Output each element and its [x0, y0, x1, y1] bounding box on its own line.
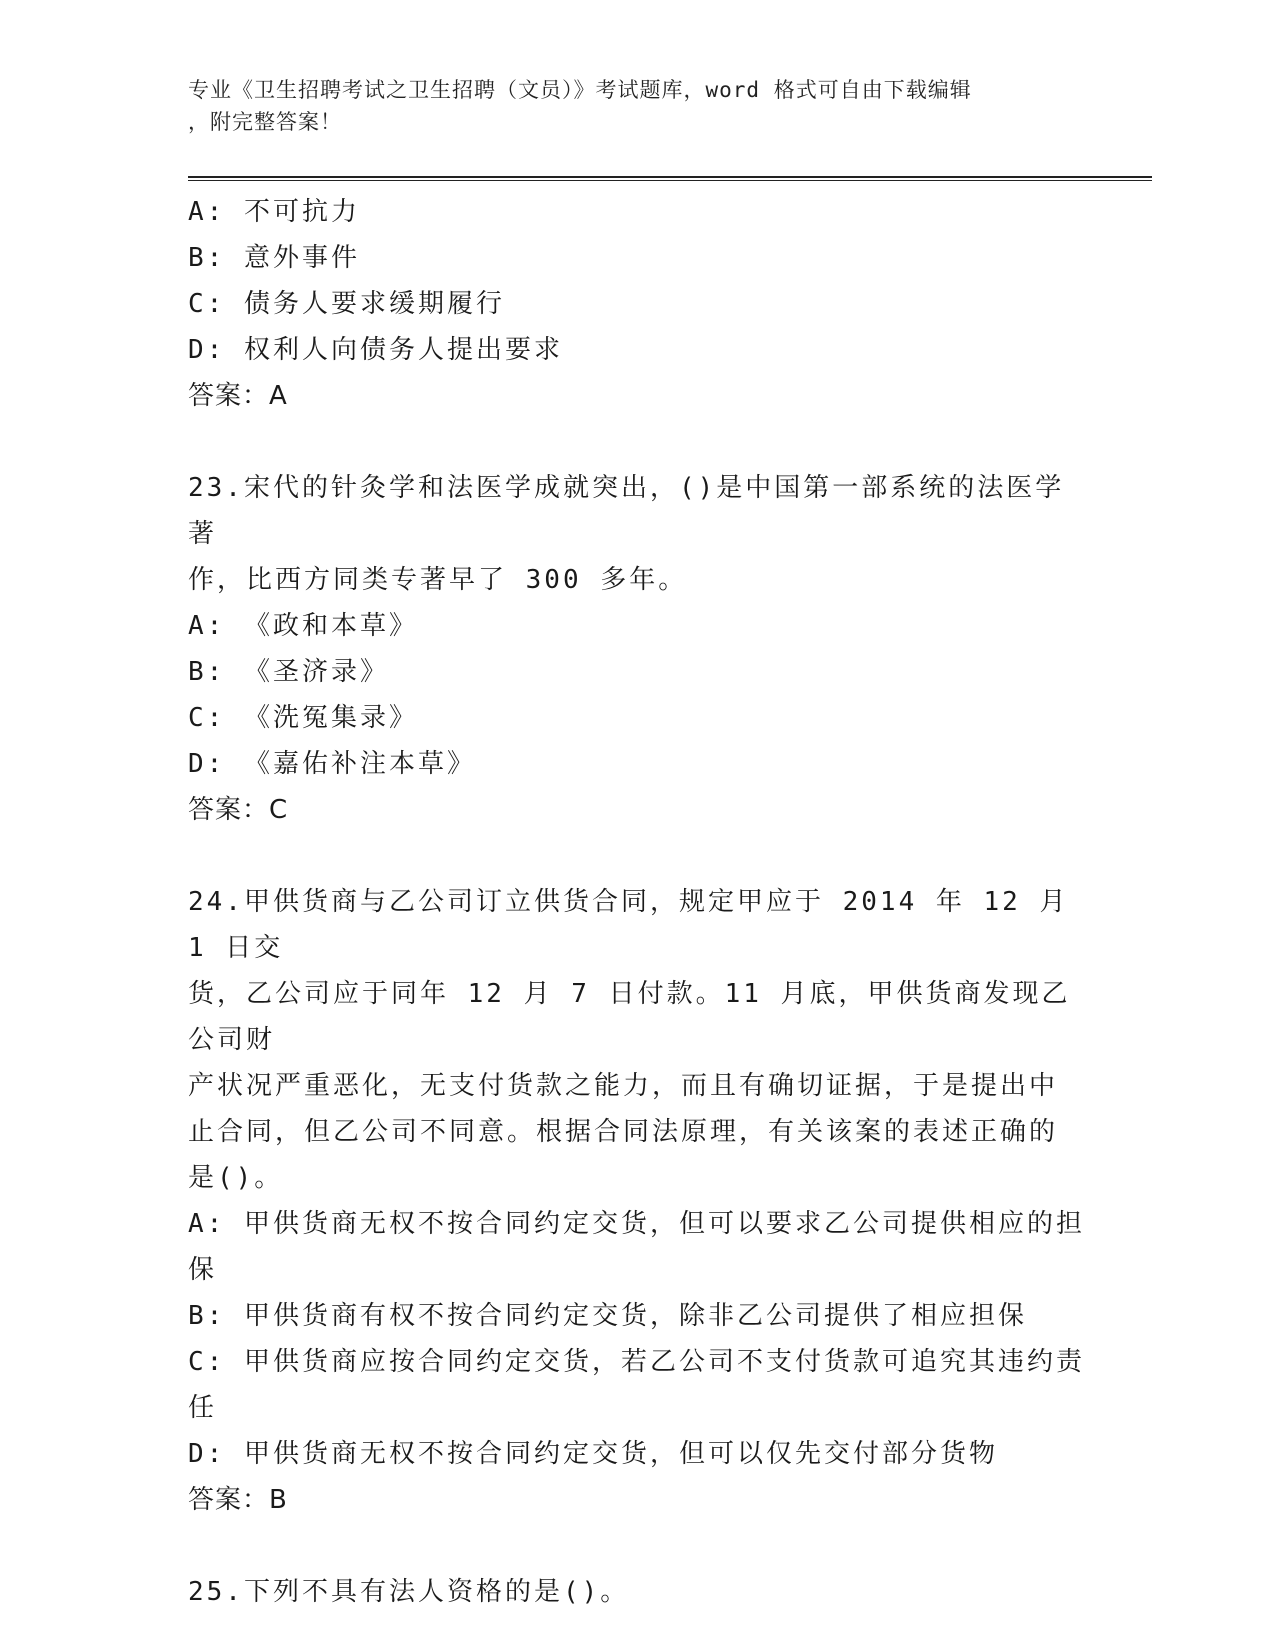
question-stem-line: 是()。 — [188, 1163, 284, 1193]
question-24 — [188, 879, 1088, 1523]
spacer — [188, 1523, 1088, 1569]
question-list — [188, 189, 1088, 1615]
option-d: D: 权利人向债务人提出要求 — [188, 335, 563, 365]
option-d: D: 甲供货商无权不按合同约定交货，但可以仅先交付部分货物 — [188, 1439, 998, 1469]
question-stem-line: 产状况严重恶化，无支付货款之能力，而且有确切证据，于是提出中 — [188, 1071, 1059, 1101]
option-b: B: 意外事件 — [188, 243, 360, 273]
answer-line: 答案：C — [188, 795, 289, 825]
question-23 — [188, 465, 1088, 833]
question-22-remainder — [188, 189, 1088, 419]
header-divider — [188, 176, 1152, 181]
option-b: B: 《圣济录》 — [188, 657, 389, 687]
question-stem-line: 25.下列不具有法人资格的是()。 — [188, 1577, 630, 1607]
question-stem-line: 23.宋代的针灸学和法医学成就突出，()是中国第一部系统的法医学著 — [188, 473, 1065, 549]
option-d: D: 《嘉佑补注本草》 — [188, 749, 476, 779]
question-25 — [188, 1569, 1088, 1615]
option-c: C: 甲供货商应按合同约定交货，若乙公司不支付货款可追究其违约责 — [188, 1347, 1085, 1377]
spacer — [188, 833, 1088, 879]
spacer — [188, 419, 1088, 465]
question-stem-line: 24.甲供货商与乙公司订立供货合同，规定甲应于 2014 年 12 月 1 日交 — [188, 887, 1088, 963]
option-c-continuation: 任 — [188, 1393, 218, 1423]
answer-line: 答案：B — [188, 1485, 288, 1515]
document-header — [188, 74, 1068, 138]
header-line-2: ，附完整答案！ — [188, 110, 342, 134]
option-a: A: 甲供货商无权不按合同约定交货，但可以要求乙公司提供相应的担 — [188, 1209, 1085, 1239]
question-stem-line: 货，乙公司应于同年 12 月 7 日付款。11 月底，甲供货商发现乙公司财 — [188, 979, 1071, 1055]
option-a: A: 不可抗力 — [188, 197, 360, 227]
option-c: C: 《洗冤集录》 — [188, 703, 418, 733]
option-a-continuation: 保 — [188, 1255, 218, 1285]
question-stem-line: 作，比西方同类专著早了 300 多年。 — [188, 565, 688, 595]
question-stem-line: 止合同，但乙公司不同意。根据合同法原理，有关该案的表述正确的 — [188, 1117, 1059, 1147]
option-a: A: 《政和本草》 — [188, 611, 418, 641]
option-c: C: 债务人要求缓期履行 — [188, 289, 505, 319]
header-line-1: 专业《卫生招聘考试之卫生招聘（文员）》考试题库，word 格式可自由下载编辑 — [188, 78, 972, 102]
option-b: B: 甲供货商有权不按合同约定交货，除非乙公司提供了相应担保 — [188, 1301, 1027, 1331]
answer-line: 答案：A — [188, 381, 288, 411]
